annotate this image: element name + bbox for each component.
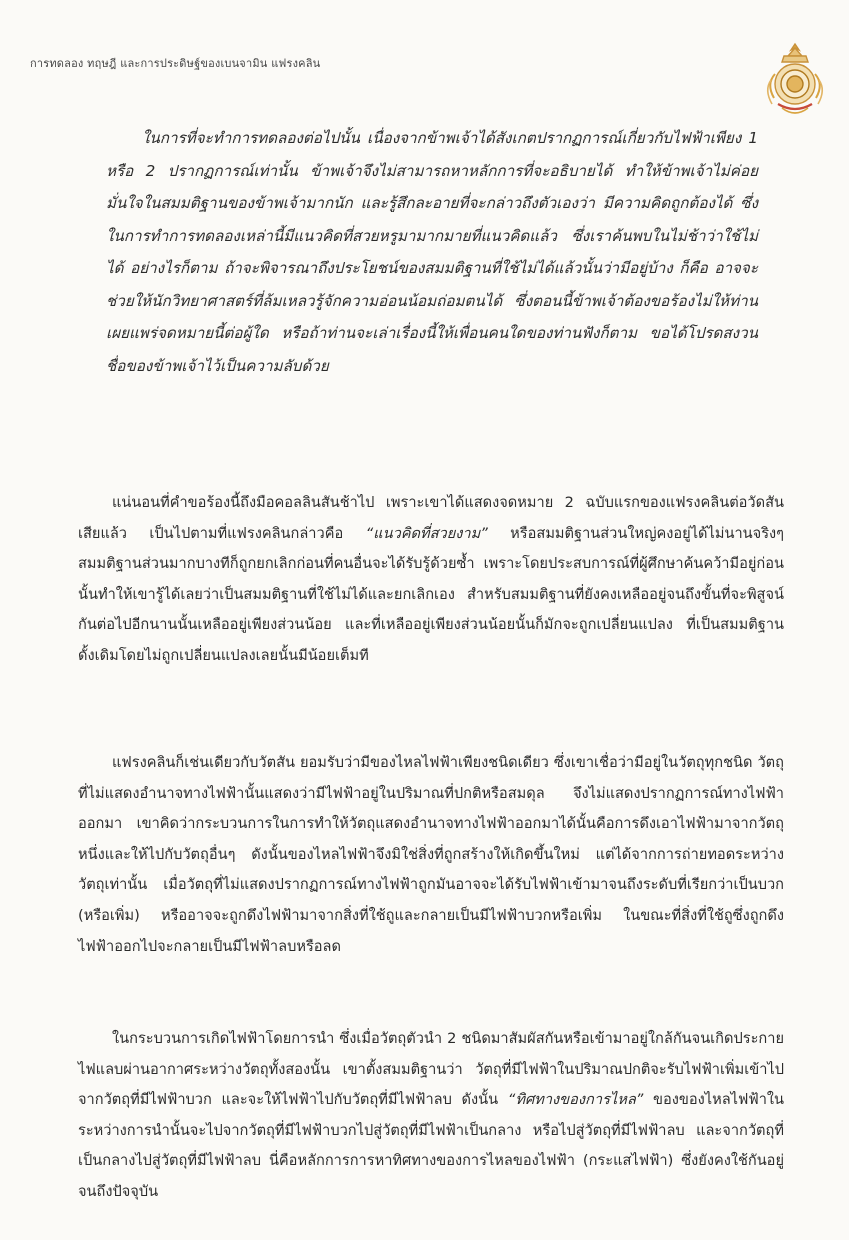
paragraph-1-emphasis: “แนวคิดที่สวยงาม” [365, 524, 488, 542]
paragraph-3-text-b: ของของไหลไฟฟ้าในระหว่างการนำนั้นจะไปจากวัตถุที่มีไฟฟ้าบวกไปสู่วัตถุที่มีไฟฟ้าเป็นกลาง หรือไปสู่วัตถุที่มีไฟฟ้าลบ และจากวัตถุที่เป็นกลางไปสู่วัตถุที่มีไฟฟ้าลบ นี่คือหลักการการหาทิศทางของการไหลของไฟฟ้า (กระแสไฟฟ้า) ซึ่งยังคงใช้กันอยู่จนถึงปัจจุบัน [78, 1091, 784, 1200]
paragraph-3 [78, 1024, 784, 1208]
paragraph-1 [78, 488, 784, 672]
royal-emblem-icon [762, 40, 828, 120]
quoted-letter: ในการที่จะทำการทดลองต่อไปนั้น เนื่องจากข้าพเจ้าได้สังเกตปรากฏการณ์เกี่ยวกับไฟฟ้าเพียง 1 หรือ 2 ปรากฏการณ์เท่านั้น ข้าพเจ้าจึงไม่สามารถหาหลักการที่จะอธิบายได้ ทำให้ข้าพเจ้าไม่ค่อยมั่นใจในสมมติฐานของข้าพเจ้ามากนัก และรู้สึกละอายที่จะกล่าวถึงตัวเองว่า มีความคิดถูกต้องได้ ซึ่งในการทำการทดลองเหล่านี้มีแนวคิดที่สวยหรูมามากมายที่แนวคิดแล้ว ซึ่งเราค้นพบในไม่ช้าว่าใช้ไม่ได้ อย่างไรก็ตาม ถ้าจะพิจารณาถึงประโยชน์ของสมมติฐานที่ใช้ไม่ได้แล้วนั้นว่ามีอยู่บ้าง ก็คือ อาจจะช่วยให้นักวิทยาศาสตร์ที่ล้มเหลวรู้จักความอ่อนน้อมถ่อมตนได้ ซึ่งตอนนี้ข้าพเจ้าต้องขอร้องไม่ให้ท่านเผยแพร่จดหมายนี้ต่อผู้ใด หรือถ้าท่านจะเล่าเรื่องนี้ให้เพื่อนคนใดของท่านฟังก็ตาม ขอได้โปรดสงวนชื่อของข้าพเจ้าไว้เป็นความลับด้วย [106, 129, 758, 375]
paragraph-1-text-b: หรือสมมติฐานส่วนใหญ่คงอยู่ได้ไม่นานจริงๆ สมมติฐานส่วนมากบางทีก็ถูกยกเลิกก่อนที่คนอื่นจะได้รับรู้ด้วยซ้ำ เพราะโดยประสบการณ์ที่ผู้ศึกษาค้นคว้ามีอยู่ก่อนนั้นทำให้เขารู้ได้เลยว่าเป็นสมมติฐานที่ใช้ไม่ได้และยกเลิกเอง สำหรับสมมติฐานที่ยังคงเหลืออยู่จนถึงขั้นที่จะพิสูจน์กันต่อไปอีกนานนั้นเหลืออยู่เพียงส่วนน้อย และที่เหลืออยู่เพียงส่วนน้อยนั้นก็มักจะถูกเปลี่ยนแปลง ที่เป็นสมมติฐานดั้งเดิมโดยไม่ถูกเปลี่ยนแปลงเลยนั้นมีน้อยเต็มที [78, 524, 784, 664]
paragraph-3-emphasis: “ทิศทางของการไหล” [507, 1091, 644, 1109]
running-header: การทดลอง ทฤษฎี และการประดิษฐ์ของเบนจามิน แฟรงคลิน [30, 57, 321, 70]
paragraph-2: แฟรงคลินก็เช่นเดียวกับวัตสัน ยอมรับว่ามีของไหลไฟฟ้าเพียงชนิดเดียว ซึ่งเขาเชื่อว่ามีอยู่ในวัตถุทุกชนิด วัตถุที่ไม่แสดงอำนาจทางไฟฟ้านั้นแสดงว่ามีไฟฟ้าอยู่ในปริมาณที่ปกติหรือสมดุล จึงไม่แสดงปรากฏการณ์ทางไฟฟ้าออกมา เขาคิดว่ากระบวนการในการทำให้วัตถุแสดงอำนาจทางไฟฟ้าออกมาได้นั้นคือการดึงเอาไฟฟ้ามาจากวัตถุหนึ่งและให้ไปกับวัตถุอื่นๆ ดังนั้นของไหลไฟฟ้าจึงมิใช่สิ่งที่ถูกสร้างให้เกิดขึ้นใหม่ แต่ได้จากการถ่ายทอดระหว่างวัตถุเท่านั้น เมื่อวัตถุที่ไม่แสดงปรากฏการณ์ทางไฟฟ้าถูกมันอาจจะได้รับไฟฟ้าเข้ามาจนถึงระดับที่เรียกว่าเป็นบวก (หรือเพิ่ม) หรืออาจจะถูกดึงไฟฟ้ามาจากสิ่งที่ใช้ถูและกลายเป็นมีไฟฟ้าบวกหรือเพิ่ม ในขณะที่สิ่งที่ใช้ถูซึ่งถูกดึงไฟฟ้าออกไปจะกลายเป็นมีไฟฟ้าลบหรือลด [78, 754, 784, 955]
paragraph-3-text-a: ในกระบวนการเกิดไฟฟ้าโดยการนำ ซึ่งเมื่อวัตถุตัวนำ 2 ชนิดมาสัมผัสกันหรือเข้ามาอยู่ใกล้กันจนเกิดประกายไฟแลบผ่านอากาศระหว่างวัตถุทั้งสองนั้น เขาตั้งสมมติฐานว่า วัตถุที่มีไฟฟ้าในปริมาณปกติจะรับไฟฟ้าเพิ่มเข้าไปจากวัตถุที่มีไฟฟ้าบวก และจะให้ไฟฟ้าไปกับวัตถุที่มีไฟฟ้าลบ ดังนั้น [78, 1030, 784, 1109]
paragraph-1-text-a: แน่นอนที่คำขอร้องนี้ถึงมือคอลลินสันช้าไป เพราะเขาได้แสดงจดหมาย 2 ฉบับแรกของแฟรงคลินต่อวัดสันเสียแล้ว เป็นไปตามที่แฟรงคลินกล่าวคือ [78, 494, 784, 542]
